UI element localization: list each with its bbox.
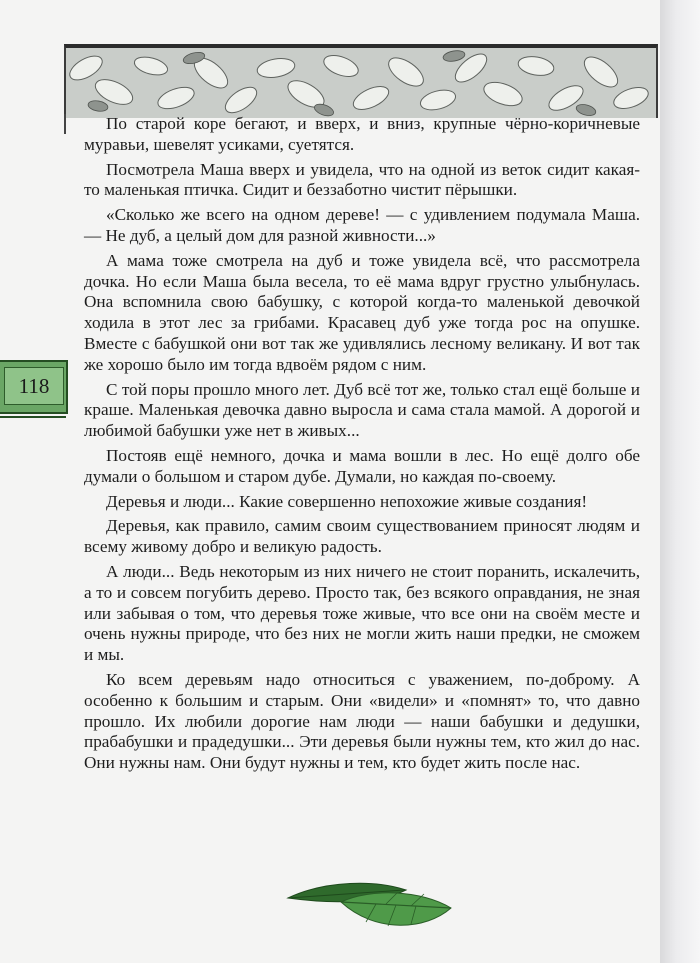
paragraph: «Сколько же всего на одном дереве! — с удивлением подумала Маша. — Не дуб, а целый дом для разной живности...» xyxy=(84,205,640,245)
paragraph: Постояв ещё немного, дочка и мама вошли в лес. Но ещё долго обе думали о большом и старом дубе. Думали, но каждая по-своему. xyxy=(84,445,640,486)
banner-margin-rule xyxy=(64,114,66,134)
leaf-ornament-icon xyxy=(286,878,456,943)
page-number: 118 xyxy=(4,367,64,405)
paragraph: Деревья и люди... Какие совершенно непохожие живые создания! xyxy=(106,491,588,511)
paragraph: А люди... Ведь некоторым из них ничего не стоит поранить, искалечить, а то и совсем погубить дерево. Просто так, без всякого оправдания, не зная или забывая о том, что деревья тоже живые, что все они на своём месте и очень нужны природе, что без них не могли жить наши предки, не сможем и мы. xyxy=(84,561,640,665)
body-text xyxy=(84,114,640,778)
tab-underline xyxy=(0,410,66,418)
paragraph: С той поры прошло много лет. Дуб всё тот же, только стал ещё больше и краше. Маленькая девочка давно выросла и сама стала мамой. А дорогой и любимой бабушки уже нет в живых... xyxy=(84,379,640,441)
page-number-tab xyxy=(0,360,68,414)
paragraph: А мама тоже смотрела на дуб и тоже увидела всё, что рассмотрела дочка. Но если Маша была весела, то её мама вдруг грустно улыбнулась. Она вспомнила свою бабушку, с которой когда-то маленькой девочкой ходила в этот лес за грибами. Красавец дуб уже тогда рос на опушке. Вместе с бабушкой они вот так же удивлялись лесному великану. И вот так же хорошо было им тогда вдвоём рядом с ним. xyxy=(84,250,640,374)
leaves-pattern-icon xyxy=(66,48,656,118)
paragraph: Деревья, как правило, самим своим существованием приносят людям и всему живому добро и великую радость. xyxy=(84,516,640,557)
book-gutter xyxy=(660,0,700,963)
paragraph: По старой коре бегают, и вверх, и вниз, крупные чёрно-коричневые муравьи, шевелят усиками, суетятся. xyxy=(84,114,640,154)
paragraph: Ко всем деревьям надо относиться с уважением, по-доброму. А особенно к большим и старым. Они «видели» и «помнят» то, что давно прошло. Их любили дорогие нам люди — наши бабушки и дедушки, прабабушки и прадедушки... Эти деревья были нужны тем, кто жил до нас. Они нужны нам. Они будут нужны и тем, кто будет жить после нас. xyxy=(84,669,640,773)
paragraph: Посмотрела Маша вверх и увидела, что на одной из веток сидит какая-то маленькая птичка. Сидит и беззаботно чистит пёрышки. xyxy=(84,159,640,200)
oak-leaves-banner xyxy=(64,44,658,118)
